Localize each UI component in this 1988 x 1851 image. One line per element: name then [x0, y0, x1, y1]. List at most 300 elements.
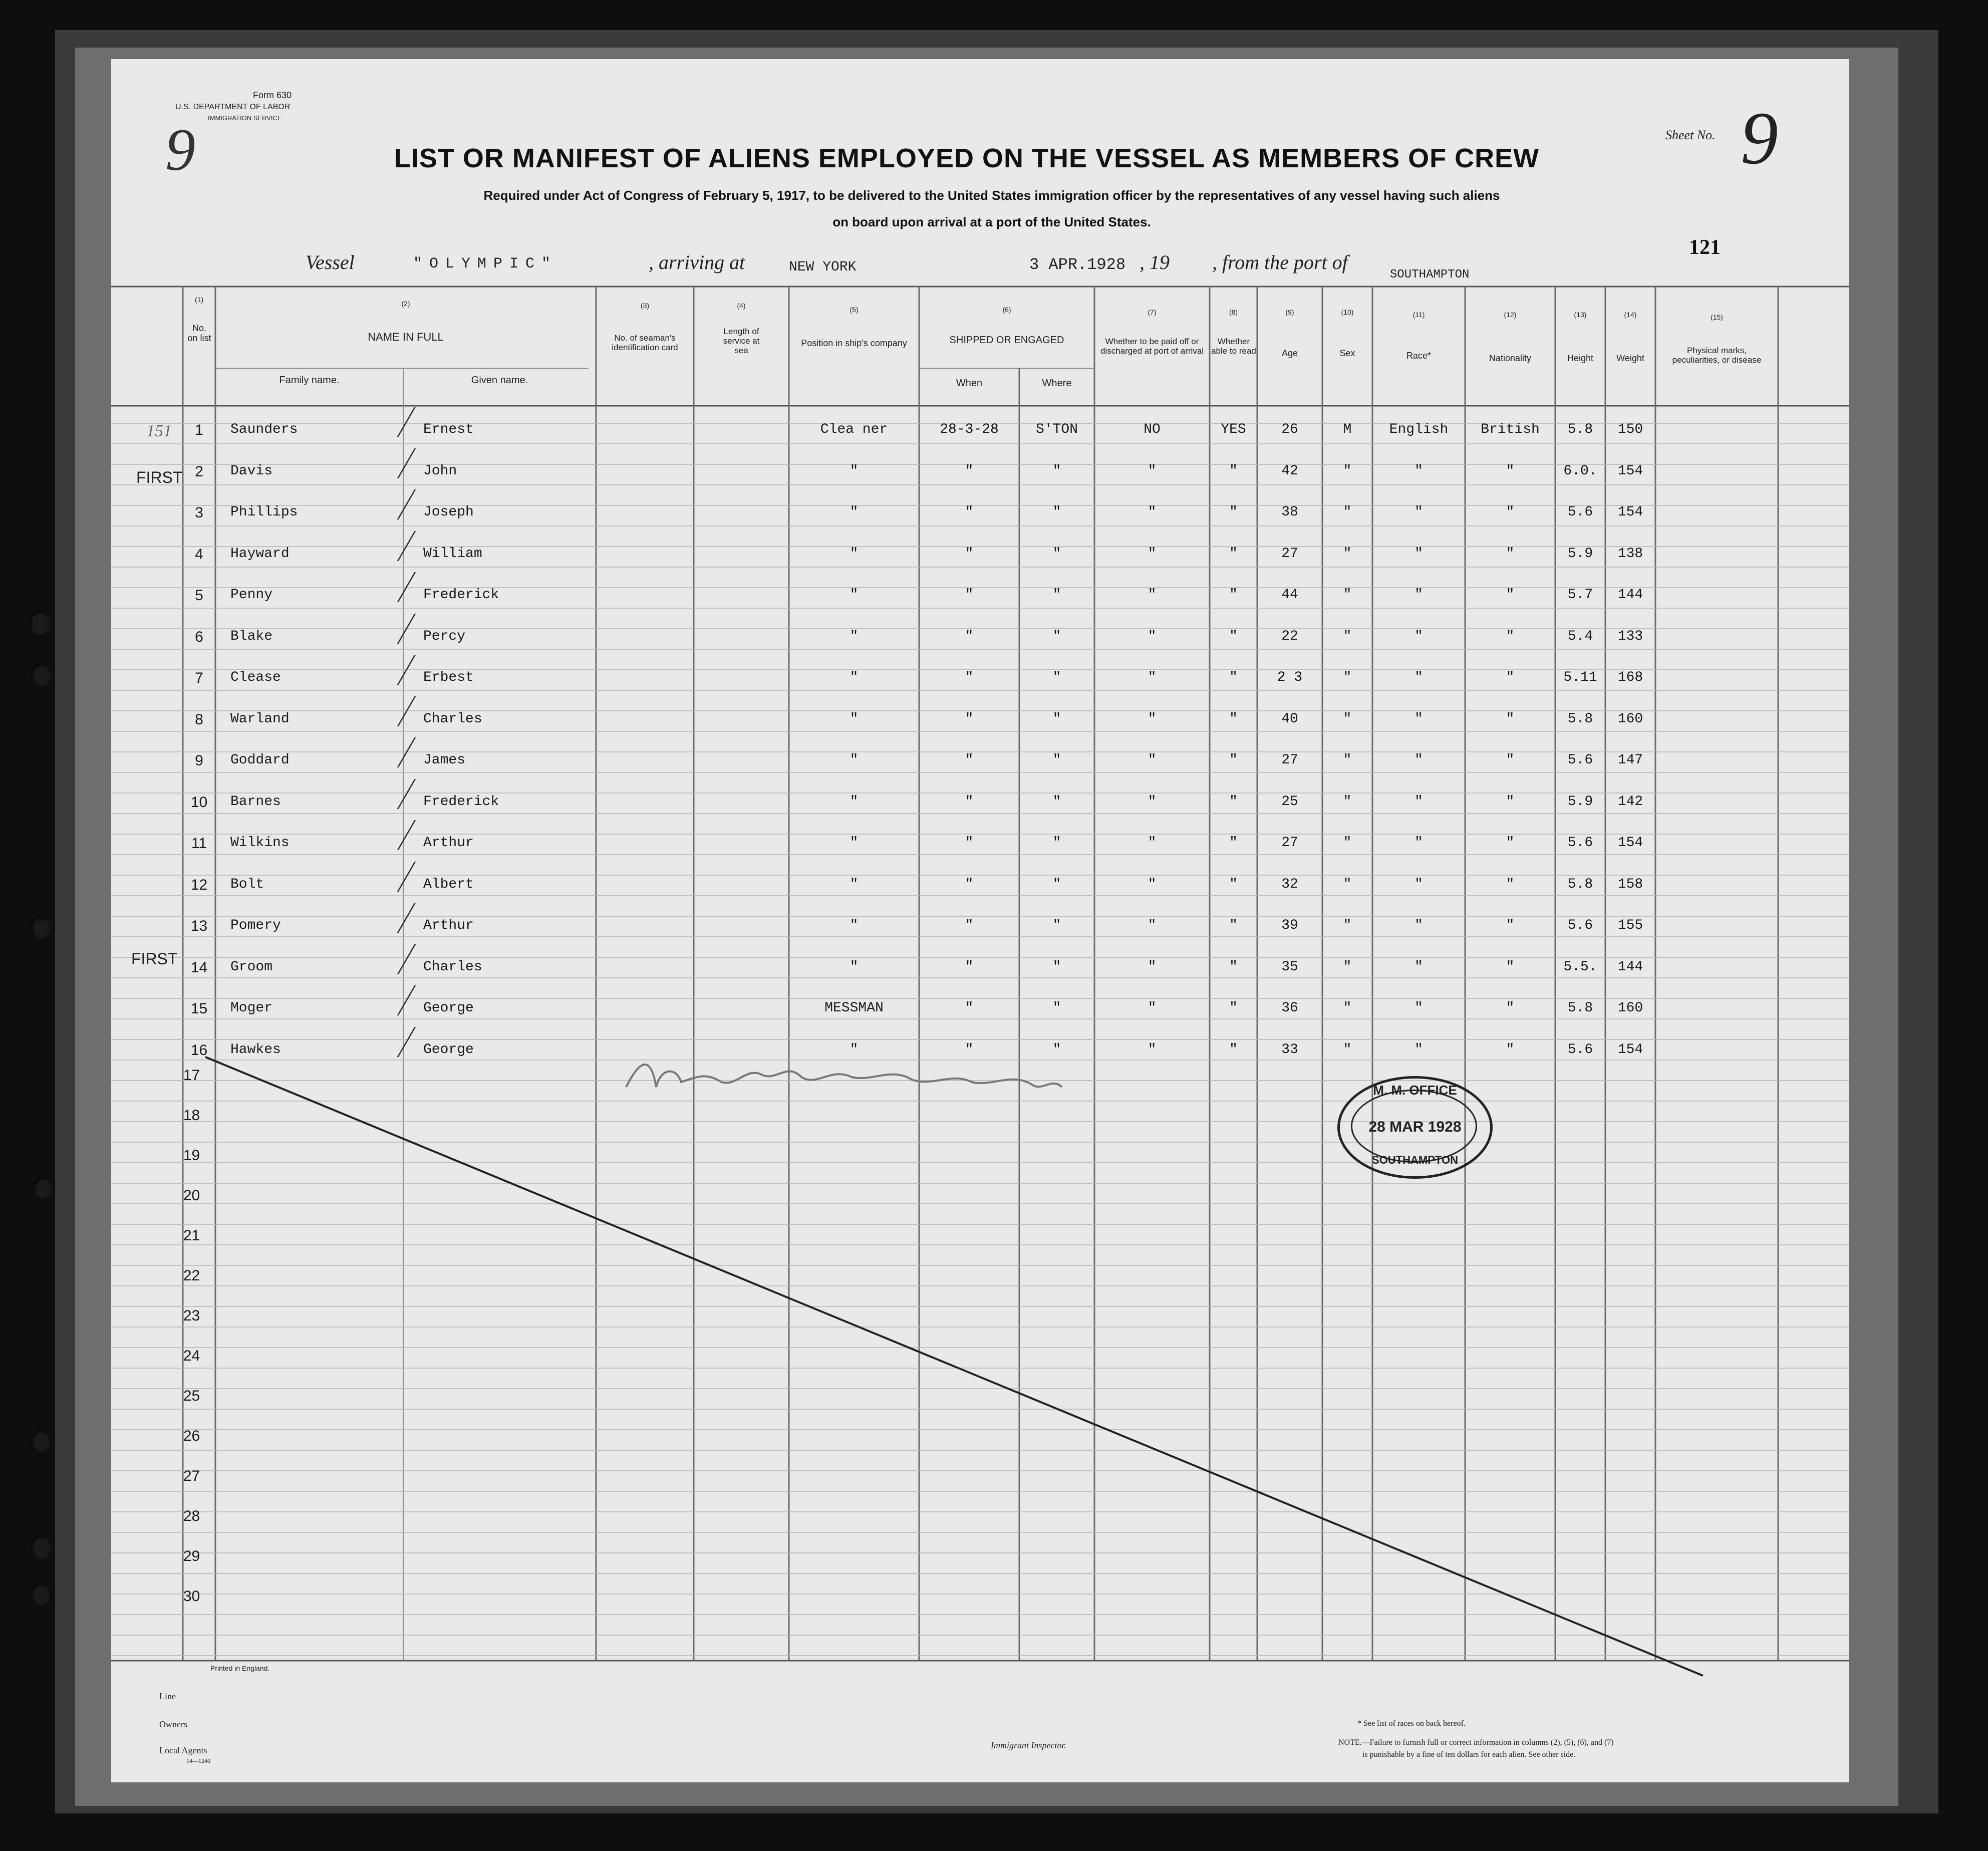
position: ": [849, 587, 859, 603]
weight: 154: [1617, 835, 1643, 851]
nationality: British: [1481, 422, 1540, 437]
footer-form-code: 14—1240: [186, 1757, 210, 1764]
able-to-read: ": [1229, 670, 1238, 685]
position: ": [849, 628, 859, 644]
race: ": [1414, 463, 1423, 479]
shipped-where: ": [1052, 835, 1061, 851]
shipped-where: ": [1052, 504, 1061, 520]
shipped-where: ": [1052, 918, 1061, 933]
paid-off: ": [1148, 711, 1157, 727]
age: 36: [1281, 1000, 1298, 1016]
paid-off: ": [1148, 670, 1157, 685]
col6-label: SHIPPED OR ENGAGED: [949, 335, 1064, 346]
able-to-read: ": [1229, 1000, 1238, 1016]
row-number: 3: [195, 504, 203, 521]
signature: [621, 1047, 1072, 1112]
nationality: ": [1506, 876, 1515, 892]
race: ": [1414, 546, 1423, 562]
footer-owners-label: Owners: [159, 1719, 187, 1729]
height: 5.6: [1567, 752, 1593, 768]
row-number: 11: [191, 835, 207, 852]
weight: 147: [1617, 752, 1643, 768]
shipped-where: ": [1052, 959, 1061, 975]
nationality: ": [1506, 1000, 1515, 1016]
family-name: Blake: [230, 628, 273, 644]
position: MESSMAN: [824, 1000, 884, 1016]
race: ": [1414, 504, 1423, 520]
sex: M: [1343, 422, 1352, 437]
sheet-number: 9: [1741, 97, 1778, 180]
row-number: 28: [183, 1508, 200, 1524]
race: ": [1414, 752, 1423, 768]
race: ": [1414, 711, 1423, 727]
stamp-top: M. M. OFFICE: [1373, 1083, 1457, 1098]
given-name: George: [423, 1041, 474, 1057]
shipped-when: ": [965, 918, 974, 933]
able-to-read: ": [1229, 918, 1238, 933]
nationality: ": [1506, 1041, 1515, 1057]
row-number: 23: [183, 1307, 200, 1324]
given-name: James: [423, 752, 466, 768]
row-number: 26: [183, 1428, 200, 1444]
shipped-when: ": [965, 876, 974, 892]
family-name: Bolt: [230, 876, 264, 892]
age: 27: [1281, 752, 1298, 768]
shipped-when: ": [965, 835, 974, 851]
col9-num: (9): [1285, 308, 1294, 316]
given-name: Frederick: [423, 794, 499, 810]
sex: ": [1343, 835, 1352, 851]
weight: 154: [1617, 1041, 1643, 1057]
nationality: ": [1506, 711, 1515, 727]
position: ": [849, 504, 859, 520]
given-name: William: [423, 546, 482, 562]
shipped-where: ": [1052, 1041, 1061, 1057]
footer-agents-label: Local Agents: [159, 1745, 207, 1755]
sex: ": [1343, 1000, 1352, 1016]
position: ": [849, 876, 859, 892]
height: 5.8: [1567, 1000, 1593, 1016]
shipped-when: ": [965, 959, 974, 975]
position: ": [849, 835, 859, 851]
shipped-when: ": [965, 794, 974, 810]
races-note: * See list of races on back hereof.: [1357, 1719, 1466, 1728]
nationality: ": [1506, 752, 1515, 768]
race: ": [1414, 587, 1423, 603]
col2-num: (2): [401, 300, 410, 308]
col12-num: (12): [1504, 311, 1517, 319]
able-to-read: ": [1229, 959, 1238, 975]
age: 25: [1281, 794, 1298, 810]
col1-label: No. on list: [187, 323, 211, 343]
race: ": [1414, 670, 1423, 685]
shipped-where: ": [1052, 546, 1061, 562]
paid-off: ": [1148, 835, 1157, 851]
shipped-where: ": [1052, 628, 1061, 644]
height: 5.6: [1567, 504, 1593, 520]
row-number: 27: [183, 1468, 200, 1484]
row-number: 17: [183, 1067, 200, 1084]
age: 2 3: [1277, 670, 1303, 685]
page-number: 121: [1689, 236, 1721, 259]
family-name: Hayward: [230, 546, 290, 562]
paid-off: ": [1148, 628, 1157, 644]
shipped-where: ": [1052, 752, 1061, 768]
weight: 138: [1617, 546, 1643, 562]
able-to-read: YES: [1221, 422, 1246, 437]
given-name: John: [423, 463, 457, 479]
nationality: ": [1506, 794, 1515, 810]
family-name: Warland: [230, 711, 290, 727]
height: 5.11: [1563, 670, 1597, 685]
arriving-port: NEW YORK: [789, 259, 857, 275]
family-name: Phillips: [230, 504, 298, 520]
sex: ": [1343, 1041, 1352, 1057]
given-name: Arthur: [423, 918, 474, 933]
subtitle-line-2: on board upon arrival at a port of the United States.: [832, 214, 1151, 229]
row-number: 19: [183, 1147, 200, 1164]
sex: ": [1343, 546, 1352, 562]
position: ": [849, 752, 859, 768]
margin-note-first-2: FIRST: [131, 950, 178, 968]
age: 42: [1281, 463, 1298, 479]
sex: ": [1343, 711, 1352, 727]
form-title: LIST OR MANIFEST OF ALIENS EMPLOYED ON THE VESSEL AS MEMBERS OF CREW: [394, 143, 1540, 173]
height: 5.6: [1567, 835, 1593, 851]
weight: 142: [1617, 794, 1643, 810]
able-to-read: ": [1229, 1041, 1238, 1057]
row-number: 25: [183, 1388, 200, 1404]
position: ": [849, 670, 859, 685]
sex: ": [1343, 794, 1352, 810]
family-name: Clease: [230, 670, 281, 685]
position: ": [849, 918, 859, 933]
arriving-label: , arriving at: [649, 251, 745, 274]
printed-in-england: Printed in England.: [210, 1664, 270, 1672]
family-name: Barnes: [230, 794, 281, 810]
col13-label: Height: [1567, 353, 1594, 363]
able-to-read: ": [1229, 546, 1238, 562]
weight: 154: [1617, 504, 1643, 520]
col15-label: Physical marks, peculiarities, or disease: [1672, 346, 1762, 365]
row-number: 9: [195, 752, 203, 769]
from-label: , from the port of: [1212, 251, 1348, 274]
height: 5.4: [1567, 628, 1593, 644]
subtitle-line-1: Required under Act of Congress of February 5, 1917, to be delivered to the United States immigration officer by the representatives of any vessel having such aliens: [483, 188, 1500, 203]
position: ": [849, 959, 859, 975]
sex: ": [1343, 463, 1352, 479]
shipped-where: ": [1052, 670, 1061, 685]
position: ": [849, 1041, 859, 1057]
weight: 160: [1617, 711, 1643, 727]
penalty-note-2: is punishable by a fine of ten dollars for each alien. See other side.: [1362, 1750, 1576, 1759]
weight: 144: [1617, 587, 1643, 603]
sex: ": [1343, 504, 1352, 520]
able-to-read: ": [1229, 463, 1238, 479]
age: 39: [1281, 918, 1298, 933]
given-name: Albert: [423, 876, 474, 892]
paid-off: ": [1148, 752, 1157, 768]
shipped-when: ": [965, 546, 974, 562]
paid-off: ": [1148, 504, 1157, 520]
col7-num: (7): [1148, 308, 1157, 316]
col13-num: (13): [1574, 311, 1587, 319]
age: 38: [1281, 504, 1298, 520]
row-number: 29: [183, 1548, 200, 1564]
age: 27: [1281, 835, 1298, 851]
nationality: ": [1506, 546, 1515, 562]
paid-off: ": [1148, 587, 1157, 603]
family-name: Saunders: [230, 422, 298, 437]
footer-line-label: Line: [159, 1691, 176, 1701]
nationality: ": [1506, 918, 1515, 933]
height: 5.8: [1567, 876, 1593, 892]
col6-when: When: [956, 378, 983, 389]
given-name: Percy: [423, 628, 466, 644]
sex: ": [1343, 752, 1352, 768]
paid-off: ": [1148, 918, 1157, 933]
shipped-when: ": [965, 1000, 974, 1016]
paid-off: ": [1148, 959, 1157, 975]
col5-label: Position in ship's company: [801, 338, 907, 348]
col12-label: Nationality: [1489, 353, 1532, 363]
row-number: 30: [183, 1588, 200, 1605]
col1-num: (1): [194, 296, 204, 304]
paid-off: ": [1148, 1000, 1157, 1016]
height: 5.7: [1567, 587, 1593, 603]
paid-off: ": [1148, 546, 1157, 562]
weight: 155: [1617, 918, 1643, 933]
nationality: ": [1506, 628, 1515, 644]
weight: 158: [1617, 876, 1643, 892]
given-name: Joseph: [423, 504, 474, 520]
race: English: [1389, 422, 1449, 437]
col15-num: (15): [1711, 313, 1723, 321]
nationality: ": [1506, 463, 1515, 479]
race: ": [1414, 959, 1423, 975]
sex: ": [1343, 587, 1352, 603]
shipped-where: ": [1052, 711, 1061, 727]
shipped-where: ": [1052, 1000, 1061, 1016]
paid-off: NO: [1144, 422, 1161, 437]
shipped-where: ": [1052, 876, 1061, 892]
able-to-read: ": [1229, 711, 1238, 727]
immigrant-inspector-label: Immigrant Inspector.: [991, 1740, 1066, 1750]
family-name: Wilkins: [230, 835, 290, 851]
weight: 154: [1617, 463, 1643, 479]
row-number: 22: [183, 1267, 200, 1284]
family-name: Groom: [230, 959, 273, 975]
form-number: Form 630: [253, 90, 292, 100]
given-name: George: [423, 1000, 474, 1016]
able-to-read: ": [1229, 876, 1238, 892]
row-number: 4: [195, 546, 203, 563]
weight: 168: [1617, 670, 1643, 685]
age: 32: [1281, 876, 1298, 892]
year-label: , 19: [1140, 251, 1170, 274]
row-number: 21: [183, 1227, 200, 1244]
race: ": [1414, 628, 1423, 644]
shipped-when: ": [965, 504, 974, 520]
col3-num: (3): [640, 302, 650, 310]
race: ": [1414, 1041, 1423, 1057]
height: 5.8: [1567, 422, 1593, 437]
row-number: 20: [183, 1187, 200, 1204]
sex: ": [1343, 918, 1352, 933]
race: ": [1414, 835, 1423, 851]
family-name: Hawkes: [230, 1041, 281, 1057]
family-name: Goddard: [230, 752, 290, 768]
col2-label: NAME IN FULL: [368, 331, 444, 343]
given-name: Frederick: [423, 587, 499, 603]
corner-handwritten-number: 9: [165, 116, 195, 183]
row-number: 24: [183, 1348, 200, 1364]
given-name: Ernest: [423, 422, 474, 437]
row-number: 13: [190, 918, 208, 934]
age: 35: [1281, 959, 1298, 975]
from-port: SOUTHAMPTON: [1390, 268, 1470, 282]
given-name: Arthur: [423, 835, 474, 851]
able-to-read: ": [1229, 752, 1238, 768]
weight: 133: [1617, 628, 1643, 644]
col7-label: Whether to be paid off or discharged at port of arrival: [1100, 337, 1204, 356]
weight: 150: [1617, 422, 1643, 437]
row-number: 14: [190, 959, 208, 976]
nationality: ": [1506, 670, 1515, 685]
sex: ": [1343, 670, 1352, 685]
nationality: ": [1506, 587, 1515, 603]
shipped-when: ": [965, 752, 974, 768]
row-number: 8: [195, 711, 203, 728]
sheet-label: Sheet No.: [1665, 128, 1716, 142]
col6-where: Where: [1042, 378, 1072, 389]
shipped-when: ": [965, 711, 974, 727]
sex: ": [1343, 876, 1352, 892]
shipped-where: ": [1052, 463, 1061, 479]
penalty-note: NOTE.—Failure to furnish full or correct information in columns (2), (5), (6), and (7): [1338, 1738, 1614, 1747]
arrival-date: 3 APR.1928: [1029, 255, 1126, 274]
nationality: ": [1506, 959, 1515, 975]
margin-note-151: 151: [146, 422, 172, 440]
col4-label: Length of service at sea: [723, 327, 760, 355]
col6-num: (6): [1002, 306, 1011, 314]
height: 5.9: [1567, 546, 1593, 562]
able-to-read: ": [1229, 504, 1238, 520]
vessel-label: Vessel: [306, 251, 355, 274]
age: 44: [1281, 587, 1298, 603]
age: 22: [1281, 628, 1298, 644]
position: ": [849, 463, 859, 479]
given-name: Charles: [423, 711, 482, 727]
paid-off: ": [1148, 463, 1157, 479]
nationality: ": [1506, 835, 1515, 851]
row-number: 5: [195, 587, 203, 604]
col14-num: (14): [1624, 311, 1637, 319]
col8-num: (8): [1229, 308, 1238, 316]
race: ": [1414, 794, 1423, 810]
paid-off: ": [1148, 1041, 1157, 1057]
row-number: 10: [190, 794, 208, 811]
given-name: Erbest: [423, 670, 474, 685]
col14-label: Weight: [1616, 353, 1644, 363]
family-name: Davis: [230, 463, 273, 479]
shipped-where: S'TON: [1035, 422, 1078, 437]
col10-label: Sex: [1339, 348, 1355, 358]
height: 5.6: [1567, 1041, 1593, 1057]
sex: ": [1343, 959, 1352, 975]
col8-label: Whether able to read: [1211, 337, 1256, 356]
race: ": [1414, 918, 1423, 933]
stamp-bottom: SOUTHAMPTON: [1372, 1154, 1458, 1166]
row-number: 12: [190, 876, 208, 893]
col9-label: Age: [1281, 348, 1298, 358]
col4-num: (4): [737, 302, 746, 310]
row-number: 6: [195, 628, 203, 645]
position: Clea ner: [820, 422, 888, 437]
row-number: 18: [183, 1107, 200, 1124]
col3-label: No. of seaman's identification card: [612, 333, 678, 352]
family-name: Pomery: [230, 918, 281, 933]
given-name: Charles: [423, 959, 482, 975]
office-stamp: [1337, 1076, 1493, 1179]
paid-off: ": [1148, 794, 1157, 810]
col5-num: (5): [849, 306, 859, 314]
col2-given: Given name.: [471, 375, 528, 386]
weight: 160: [1617, 1000, 1643, 1016]
col2-family: Family name.: [279, 375, 340, 386]
age: 33: [1281, 1041, 1298, 1057]
col10-num: (10): [1341, 308, 1354, 316]
height: 5.6: [1567, 918, 1593, 933]
shipped-when: ": [965, 628, 974, 644]
nationality: ": [1506, 504, 1515, 520]
position: ": [849, 794, 859, 810]
margin-note-first-1: FIRST: [136, 468, 183, 486]
age: 27: [1281, 546, 1298, 562]
stamp-date: 28 MAR 1928: [1368, 1119, 1462, 1135]
row-number: 1: [195, 422, 203, 438]
race: ": [1414, 1000, 1423, 1016]
age: 26: [1281, 422, 1298, 437]
height: 6.0.: [1563, 463, 1597, 479]
able-to-read: ": [1229, 794, 1238, 810]
row-number: 16: [190, 1041, 208, 1059]
department: U.S. DEPARTMENT OF LABOR: [175, 103, 291, 111]
shipped-when: ": [965, 463, 974, 479]
row-number: 7: [195, 670, 203, 686]
vessel-name: "OLYMPIC": [413, 255, 558, 273]
family-name: Penny: [230, 587, 273, 603]
paid-off: ": [1148, 876, 1157, 892]
weight: 144: [1617, 959, 1643, 975]
service: IMMIGRATION SERVICE: [208, 114, 282, 122]
able-to-read: ": [1229, 835, 1238, 851]
height: 5.5.: [1563, 959, 1597, 975]
age: 40: [1281, 711, 1298, 727]
row-number: 15: [190, 1000, 208, 1017]
shipped-when: ": [965, 1041, 974, 1057]
height: 5.8: [1567, 711, 1593, 727]
height: 5.9: [1567, 794, 1593, 810]
col11-num: (11): [1412, 311, 1425, 319]
shipped-when: ": [965, 587, 974, 603]
position: ": [849, 546, 859, 562]
race: ": [1414, 876, 1423, 892]
row-number: 2: [195, 463, 203, 480]
position: ": [849, 711, 859, 727]
sex: ": [1343, 628, 1352, 644]
shipped-when: ": [965, 670, 974, 685]
